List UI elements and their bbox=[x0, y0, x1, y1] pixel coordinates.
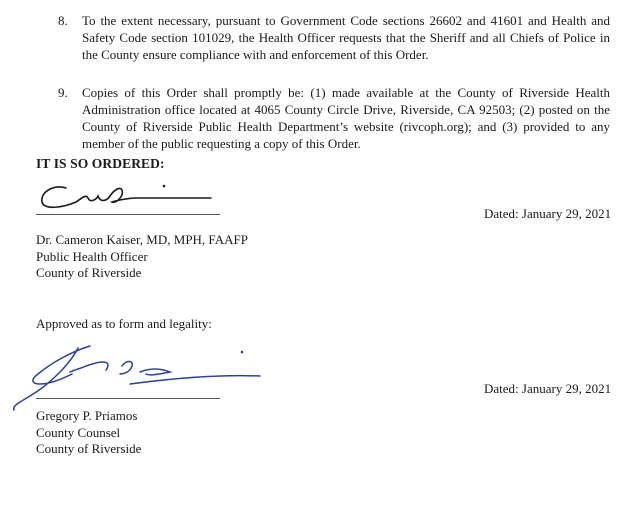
signatory-name: Gregory P. Priamos bbox=[36, 408, 138, 423]
date-label: Dated: January 29, 2021 bbox=[484, 381, 612, 396]
signature-line bbox=[36, 398, 220, 399]
signatory-block bbox=[36, 232, 248, 282]
order-item-8 bbox=[58, 12, 610, 63]
health-officer-signature bbox=[36, 176, 226, 216]
signatory-name: Dr. Cameron Kaiser, MD, MPH, FAAFP bbox=[36, 232, 248, 247]
item-number: 9. bbox=[58, 85, 68, 100]
item-number: 8. bbox=[58, 13, 68, 28]
approved-text: Approved as to form and legality: bbox=[36, 316, 212, 331]
date-label: Dated: January 29, 2021 bbox=[484, 206, 612, 221]
county-counsel-signature bbox=[10, 344, 270, 416]
signatory-org: County of Riverside bbox=[36, 265, 142, 280]
signatory-org: County of Riverside bbox=[36, 441, 142, 456]
signatory-title: Public Health Officer bbox=[36, 248, 148, 264]
order-item-9 bbox=[58, 84, 610, 152]
signatory-title: County Counsel bbox=[36, 424, 121, 440]
item-text: To the extent necessary, pursuant to Government Code sections 26602 and 41601 and Health and Safety Code section 101029, the Health Officer requests that the Sheriff and all Chiefs of Police in the County ensure compliance with and enforcement of this Order. bbox=[82, 13, 610, 62]
signature-line bbox=[36, 214, 220, 215]
ordered-heading: IT IS SO ORDERED: bbox=[36, 156, 165, 171]
item-text: Copies of this Order shall promptly be: (1) made available at the County of Riverside Health Administration office located at 4065 County Circle Drive, Riverside, CA 92503; (2) posted on the County of Riverside Public Health Department’s website (rivcoph.org); and (3) provided to any member of the public requesting a copy of this Order. bbox=[82, 85, 610, 151]
signatory-block bbox=[36, 408, 141, 458]
